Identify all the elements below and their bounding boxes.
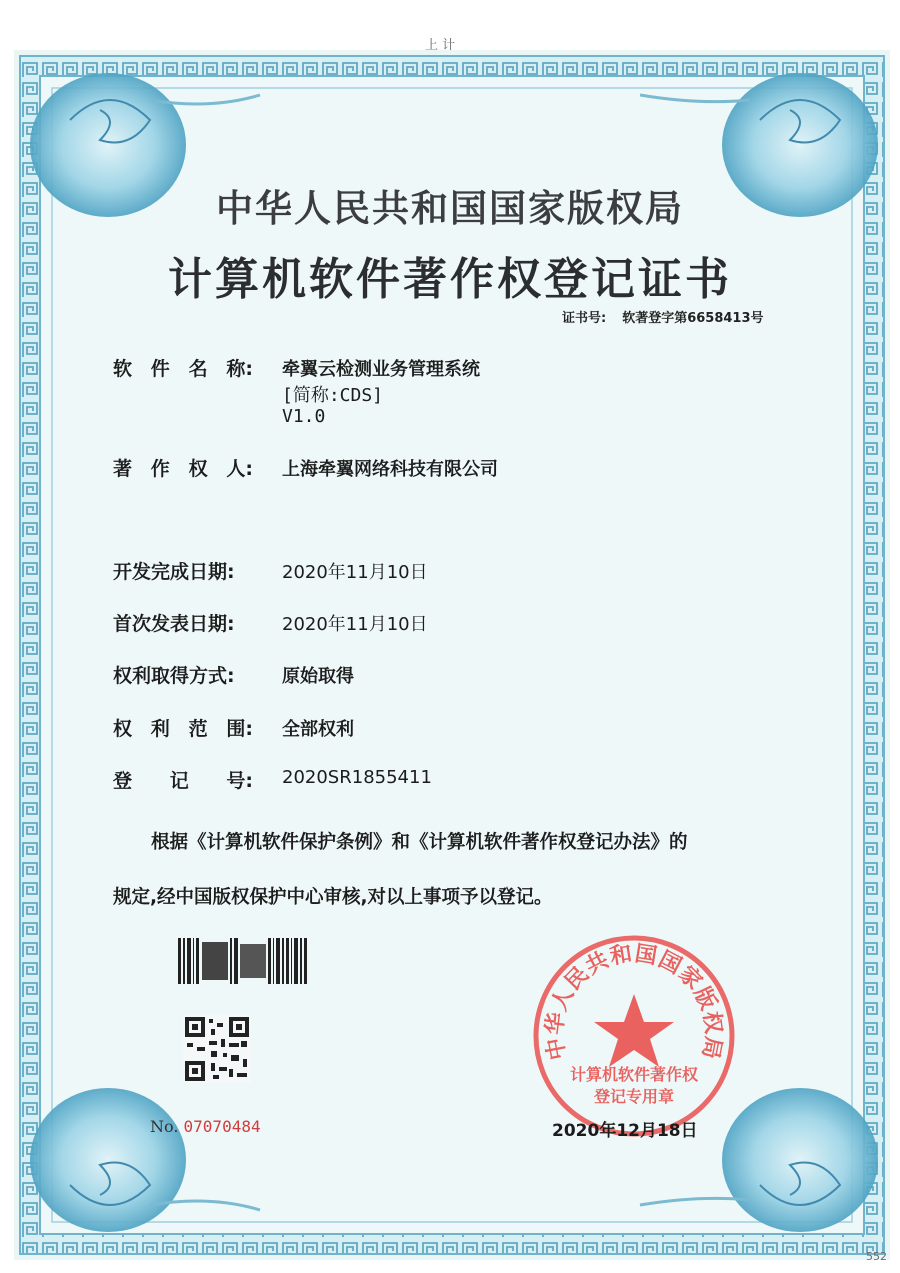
dev-date-label: 开发完成日期: [113, 561, 235, 583]
software-name-label: 软 件 名 称: [113, 358, 253, 380]
serial-number [150, 1117, 261, 1136]
reg-no-value: 2020SR1855411 [282, 767, 432, 788]
handwritten-corner-mark: 552 [866, 1250, 887, 1263]
cert-no-label: 证书号: [562, 311, 607, 326]
software-name-value: 牵翼云检测业务管理系统 [282, 359, 480, 380]
star-icon [594, 994, 674, 1067]
copyright-holder-label: 著 作 权 人: [113, 458, 253, 480]
issue-date: 2020年12月18日 [552, 1121, 698, 1141]
certificate-number [562, 307, 780, 326]
barcode [178, 938, 310, 984]
serial-label: No. [150, 1117, 179, 1136]
dev-date-value: 2020年11月10日 [282, 562, 428, 583]
publish-date-label: 首次发表日期: [113, 613, 235, 635]
seal-arc-text: 中华人民共和国国家版权局 [542, 941, 726, 1062]
official-seal [528, 930, 740, 1142]
rights-scope-label: 权 利 范 围: [113, 718, 253, 740]
qr-code [183, 1015, 251, 1083]
serial-value: 07070484 [183, 1117, 261, 1136]
statement-line-2: 规定,经中国版权保护中心审核,对以上事项予以登记。 [113, 887, 553, 908]
software-version: V1.0 [282, 406, 326, 427]
rights-method-value: 原始取得 [282, 666, 354, 687]
handwritten-mark: 上 计 [425, 38, 456, 53]
certificate-title: 计算机软件著作权登记证书 [168, 254, 732, 305]
publish-date-value: 2020年11月10日 [282, 614, 428, 635]
seal-line-2: 登记专用章 [593, 1087, 675, 1106]
copyright-holder-value: 上海牵翼网络科技有限公司 [282, 459, 498, 480]
statement-line-1: 根据《计算机软件保护条例》和《计算机软件著作权登记办法》的 [151, 832, 688, 853]
rights-method-label: 权利取得方式: [113, 665, 235, 687]
cert-no-value: 软著登字第6658413号 [622, 311, 764, 326]
seal-line-1: 计算机软件著作权 [569, 1065, 699, 1084]
software-short-name: [简称:CDS] [282, 385, 384, 406]
rights-scope-value: 全部权利 [282, 719, 354, 740]
issuer-title: 中华人民共和国国家版权局 [216, 186, 684, 230]
reg-no-label: 登 记 号: [113, 770, 253, 792]
